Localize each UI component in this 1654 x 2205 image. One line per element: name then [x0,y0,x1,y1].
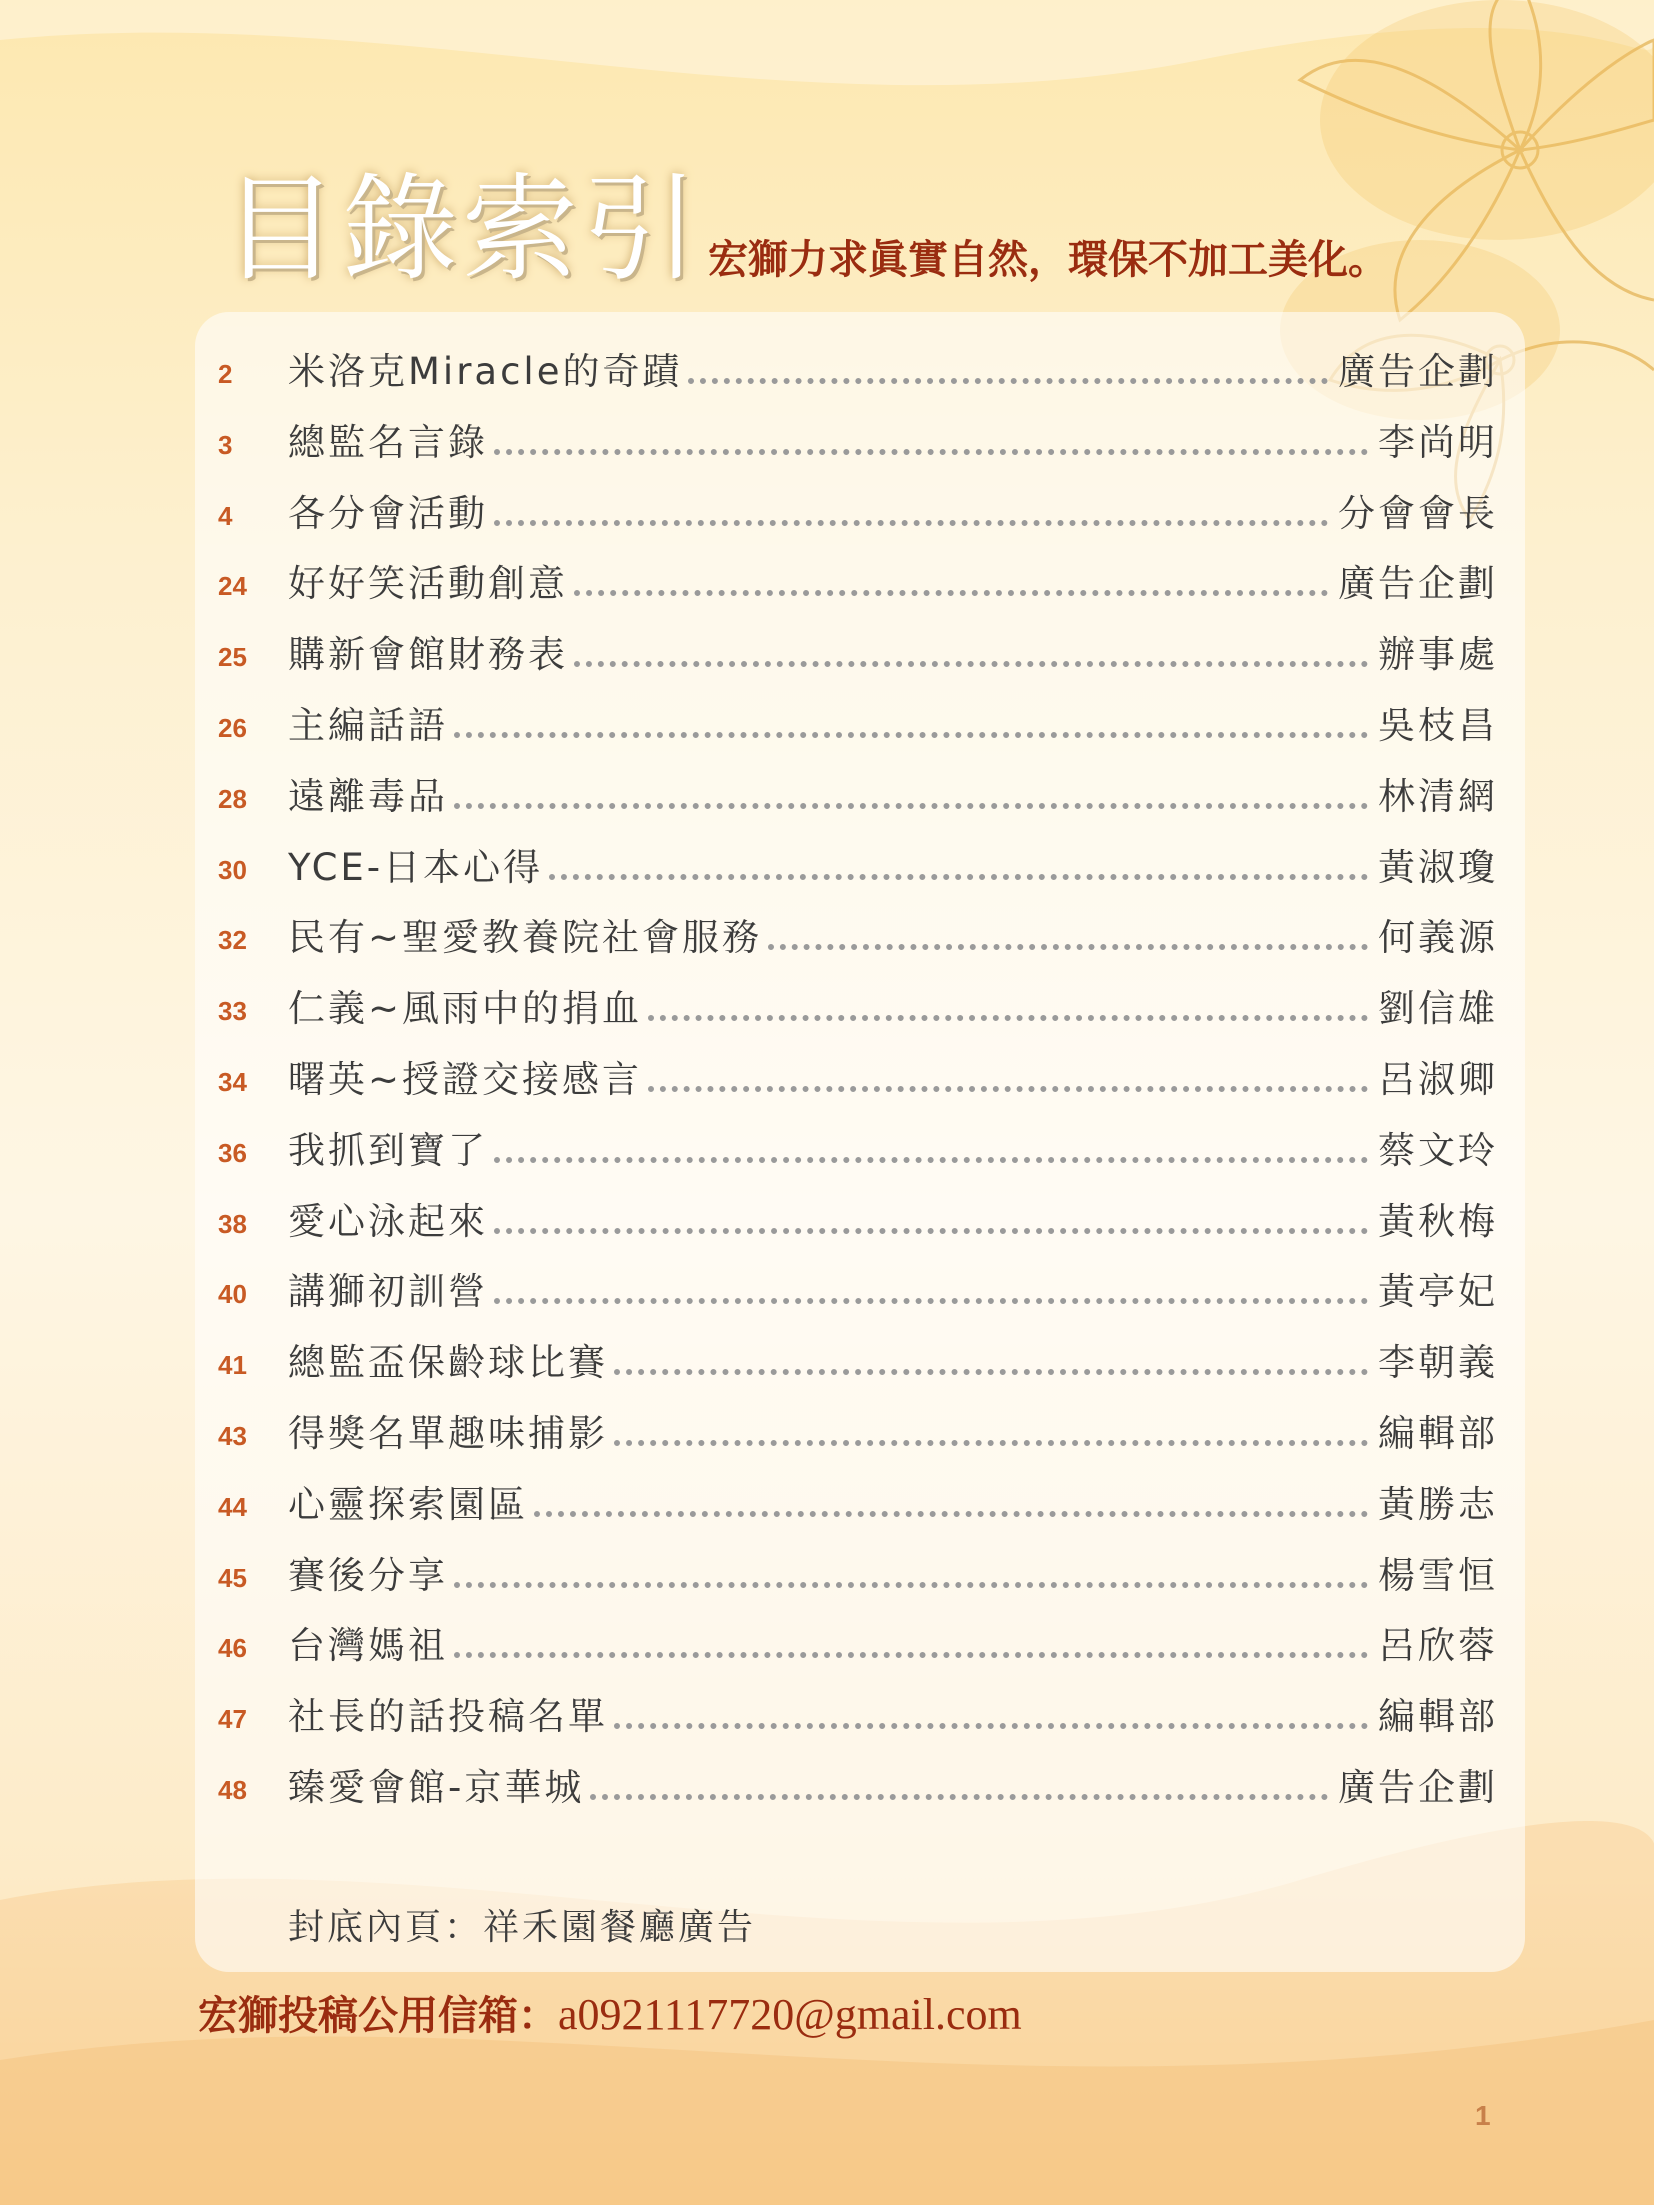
entry-title: 主編話語 [288,704,448,747]
entry-author: 廣告企劃 [1338,562,1498,606]
entry-title: 愛心泳起來 [288,1199,488,1243]
toc-entry[interactable] [218,550,1498,608]
entry-title: 米洛克Miracle的奇蹟 [288,350,683,393]
entry-author: 黃淑瓊 [1378,845,1498,889]
entry-title: 總監名言錄 [288,420,488,464]
entry-title: 各分會活動 [288,491,488,535]
dot-leader [574,661,1368,667]
toc-entry[interactable] [218,1117,1498,1175]
entry-author: 黃秋梅 [1378,1199,1498,1243]
entry-page-number: 25 [218,642,247,673]
entry-author: 辦事處 [1378,633,1498,677]
dot-leader [688,378,1328,384]
dot-leader [454,803,1368,809]
dot-leader [534,1511,1368,1517]
entry-page-number: 38 [218,1208,247,1239]
entry-title: 得獎名單趣味捕影 [288,1412,608,1455]
dot-leader [768,944,1368,950]
dot-leader [454,1582,1368,1588]
entry-author: 李尚明 [1378,420,1498,464]
dot-leader [648,1015,1368,1021]
dot-leader [648,1086,1368,1092]
toc-entry[interactable] [218,1471,1498,1529]
toc-entry[interactable] [218,1329,1498,1387]
toc-entry[interactable] [218,409,1498,467]
entry-title: 講獅初訓營 [288,1270,488,1314]
entry-page-number: 47 [218,1704,247,1735]
entry-author: 編輯部 [1378,1695,1498,1739]
dot-leader [494,520,1328,526]
entry-page-number: 32 [218,925,247,956]
toc-entry[interactable] [218,480,1498,538]
toc-entry[interactable] [218,1542,1498,1600]
entry-author: 劉信雄 [1378,987,1498,1031]
entry-page-number: 4 [218,500,233,531]
page-number: 1 [1475,2100,1491,2131]
entry-title: YCE-日本心得 [288,845,544,889]
submission-email [198,1988,1022,2043]
entry-title: 總監盃保齡球比賽 [288,1341,608,1385]
entry-author: 吳枝昌 [1378,704,1498,747]
entry-page-number: 46 [218,1633,247,1664]
back-cover-note: 封底內頁：祥禾園餐廳廣告 [288,1907,757,1948]
entry-author: 編輯部 [1378,1412,1498,1455]
entry-page-number: 45 [218,1562,247,1593]
dot-leader [614,1369,1368,1375]
entry-author: 何義源 [1378,916,1498,960]
entry-title: 好好笑活動創意 [288,562,568,606]
entry-page-number: 33 [218,996,247,1027]
entry-title: 我抓到寶了 [288,1128,488,1172]
toc-entry[interactable] [218,1754,1498,1812]
entry-page-number: 24 [218,571,247,602]
entry-author: 楊雪恒 [1378,1553,1498,1597]
entry-author: 李朝義 [1378,1341,1498,1385]
dot-leader [494,1228,1368,1234]
dot-leader [574,590,1328,596]
entry-title: 購新會館財務表 [288,633,568,677]
dot-leader [549,874,1368,880]
entry-page-number: 41 [218,1350,247,1381]
entry-title: 民有~聖愛教養院社會服務 [288,916,763,960]
entry-title: 台灣媽祖 [288,1624,448,1668]
email-label: 宏獅投稿公用信箱： [198,1992,558,2039]
toc-entry[interactable] [218,763,1498,821]
entry-author: 黃勝志 [1378,1482,1498,1526]
dot-leader [454,1652,1368,1658]
toc-entry[interactable] [218,338,1498,396]
dot-leader [614,1440,1368,1446]
toc-entry[interactable] [218,621,1498,679]
page-title: 目錄索引 [222,162,702,297]
entry-title: 仁義~風雨中的捐血 [288,987,643,1031]
toc-entry[interactable] [218,1400,1498,1458]
toc-entry[interactable] [218,1683,1498,1741]
entry-author: 廣告企劃 [1338,350,1498,393]
toc-entry[interactable] [218,1612,1498,1670]
entry-page-number: 44 [218,1491,247,1522]
entry-page-number: 3 [218,429,233,460]
entry-author: 蔡文玲 [1378,1128,1498,1172]
toc-entry[interactable] [218,1046,1498,1104]
email-address[interactable]: a0921117720@gmail.com [558,1990,1022,2039]
entry-page-number: 40 [218,1279,247,1310]
entry-title: 遠離毒品 [288,774,448,818]
entry-title: 心靈探索園區 [288,1482,528,1526]
dot-leader [494,1298,1368,1304]
entry-page-number: 26 [218,713,247,743]
toc-entry[interactable] [218,975,1498,1033]
dot-leader [614,1723,1368,1729]
entry-author: 呂淑卿 [1378,1058,1498,1101]
entry-author: 黃亭妃 [1378,1270,1498,1314]
entry-page-number: 28 [218,783,247,814]
entry-author: 分會會長 [1338,491,1498,535]
entry-title: 曙英~授證交接感言 [288,1058,643,1101]
entry-title: 賽後分享 [288,1553,448,1597]
subtitle: 宏獅力求眞實自然，環保不加工美化。 [708,236,1388,283]
toc-entry[interactable] [218,904,1498,962]
dot-leader [454,732,1368,738]
entry-page-number: 30 [218,854,247,885]
entry-page-number: 43 [218,1421,247,1451]
toc-entry[interactable] [218,834,1498,892]
toc-entry[interactable] [218,1188,1498,1246]
entry-page-number: 34 [218,1067,247,1097]
dot-leader [494,1157,1368,1163]
entry-title: 臻愛會館-京華城 [288,1766,585,1809]
entry-page-number: 2 [218,359,233,389]
entry-author: 廣告企劃 [1338,1766,1498,1809]
entry-page-number: 36 [218,1137,247,1168]
entry-page-number: 48 [218,1775,247,1805]
entry-author: 呂欣蓉 [1378,1624,1498,1668]
entry-author: 林清網 [1378,774,1498,818]
dot-leader [494,449,1368,455]
toc-entry[interactable] [218,1258,1498,1316]
entry-title: 社長的話投稿名單 [288,1695,608,1739]
dot-leader [590,1794,1328,1800]
toc-entry[interactable] [218,692,1498,750]
